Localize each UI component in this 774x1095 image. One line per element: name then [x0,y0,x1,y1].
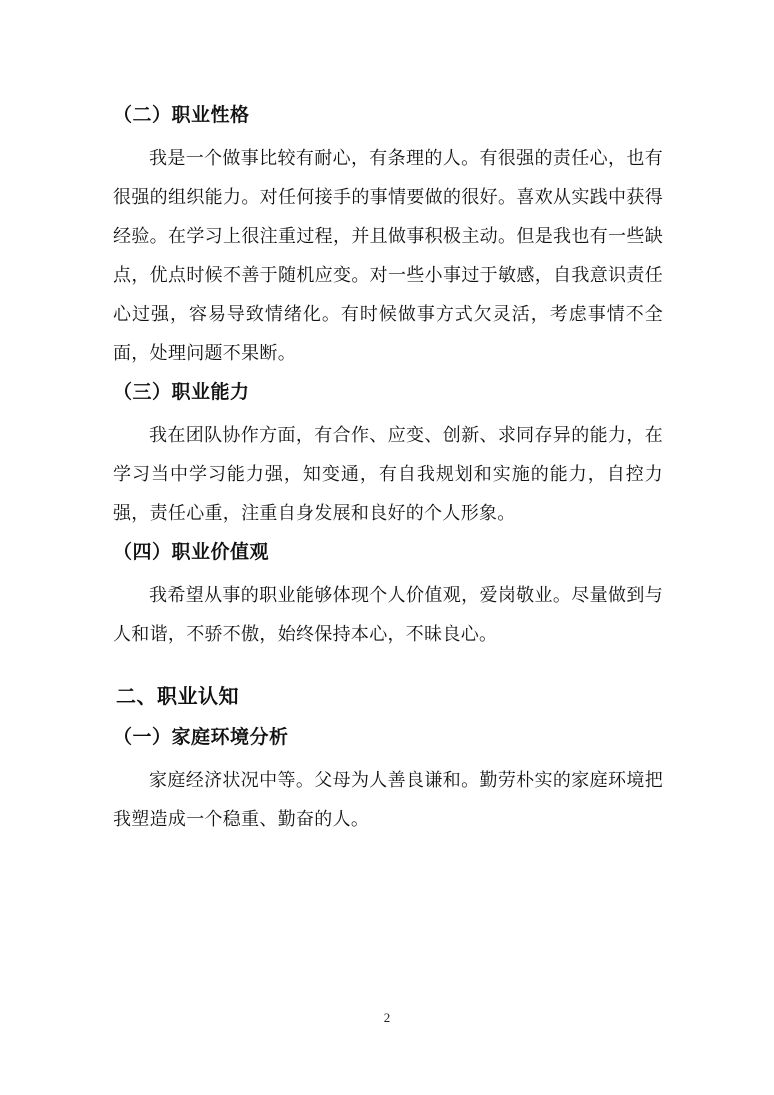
heading-career-cognition: 二、职业认知 [116,684,239,708]
heading-career-personality: （二）职业性格 [113,104,250,126]
paragraph-career-values: 我希望从事的职业能够体现个人价值观，爱岗敬业。尽量做到与人和谐，不骄不傲，始终保持本心，不昧良心。 [113,585,663,645]
heading-family-environment: （一）家庭环境分析 [113,726,289,748]
heading-career-values: （四）职业价值观 [113,541,270,563]
page-content [113,101,663,844]
page-number: 2 [383,1010,391,1025]
paragraph-career-personality: 我是一个做事比较有耐心，有条理的人。有很强的责任心，也有很强的组织能力。对任何接手的事情要做的很好。喜欢从实践中获得经验。在学习上很注重过程，并且做事积极主动。但是我也有一些缺点，优点时候不善于随机应变。对一些小事过于敏感，自我意识责任心过强，容易导致情绪化。有时候做事方式欠灵活，考虑事情不全面，处理问题不果断。 [113,148,663,364]
heading-career-ability: （三）职业能力 [113,381,250,403]
section-spacer [113,659,663,681]
paragraph-career-ability: 我在团队协作方面，有合作、应变、创新、求同存异的能力，在学习当中学习能力强，知变通，有自我规划和实施的能力，自控力强，责任心重，注重自身发展和良好的个人形象。 [113,425,663,524]
paragraph-family-environment: 家庭经济状况中等。父母为人善良谦和。勤劳朴实的家庭环境把我塑造成一个稳重、勤奋的人。 [113,770,663,830]
